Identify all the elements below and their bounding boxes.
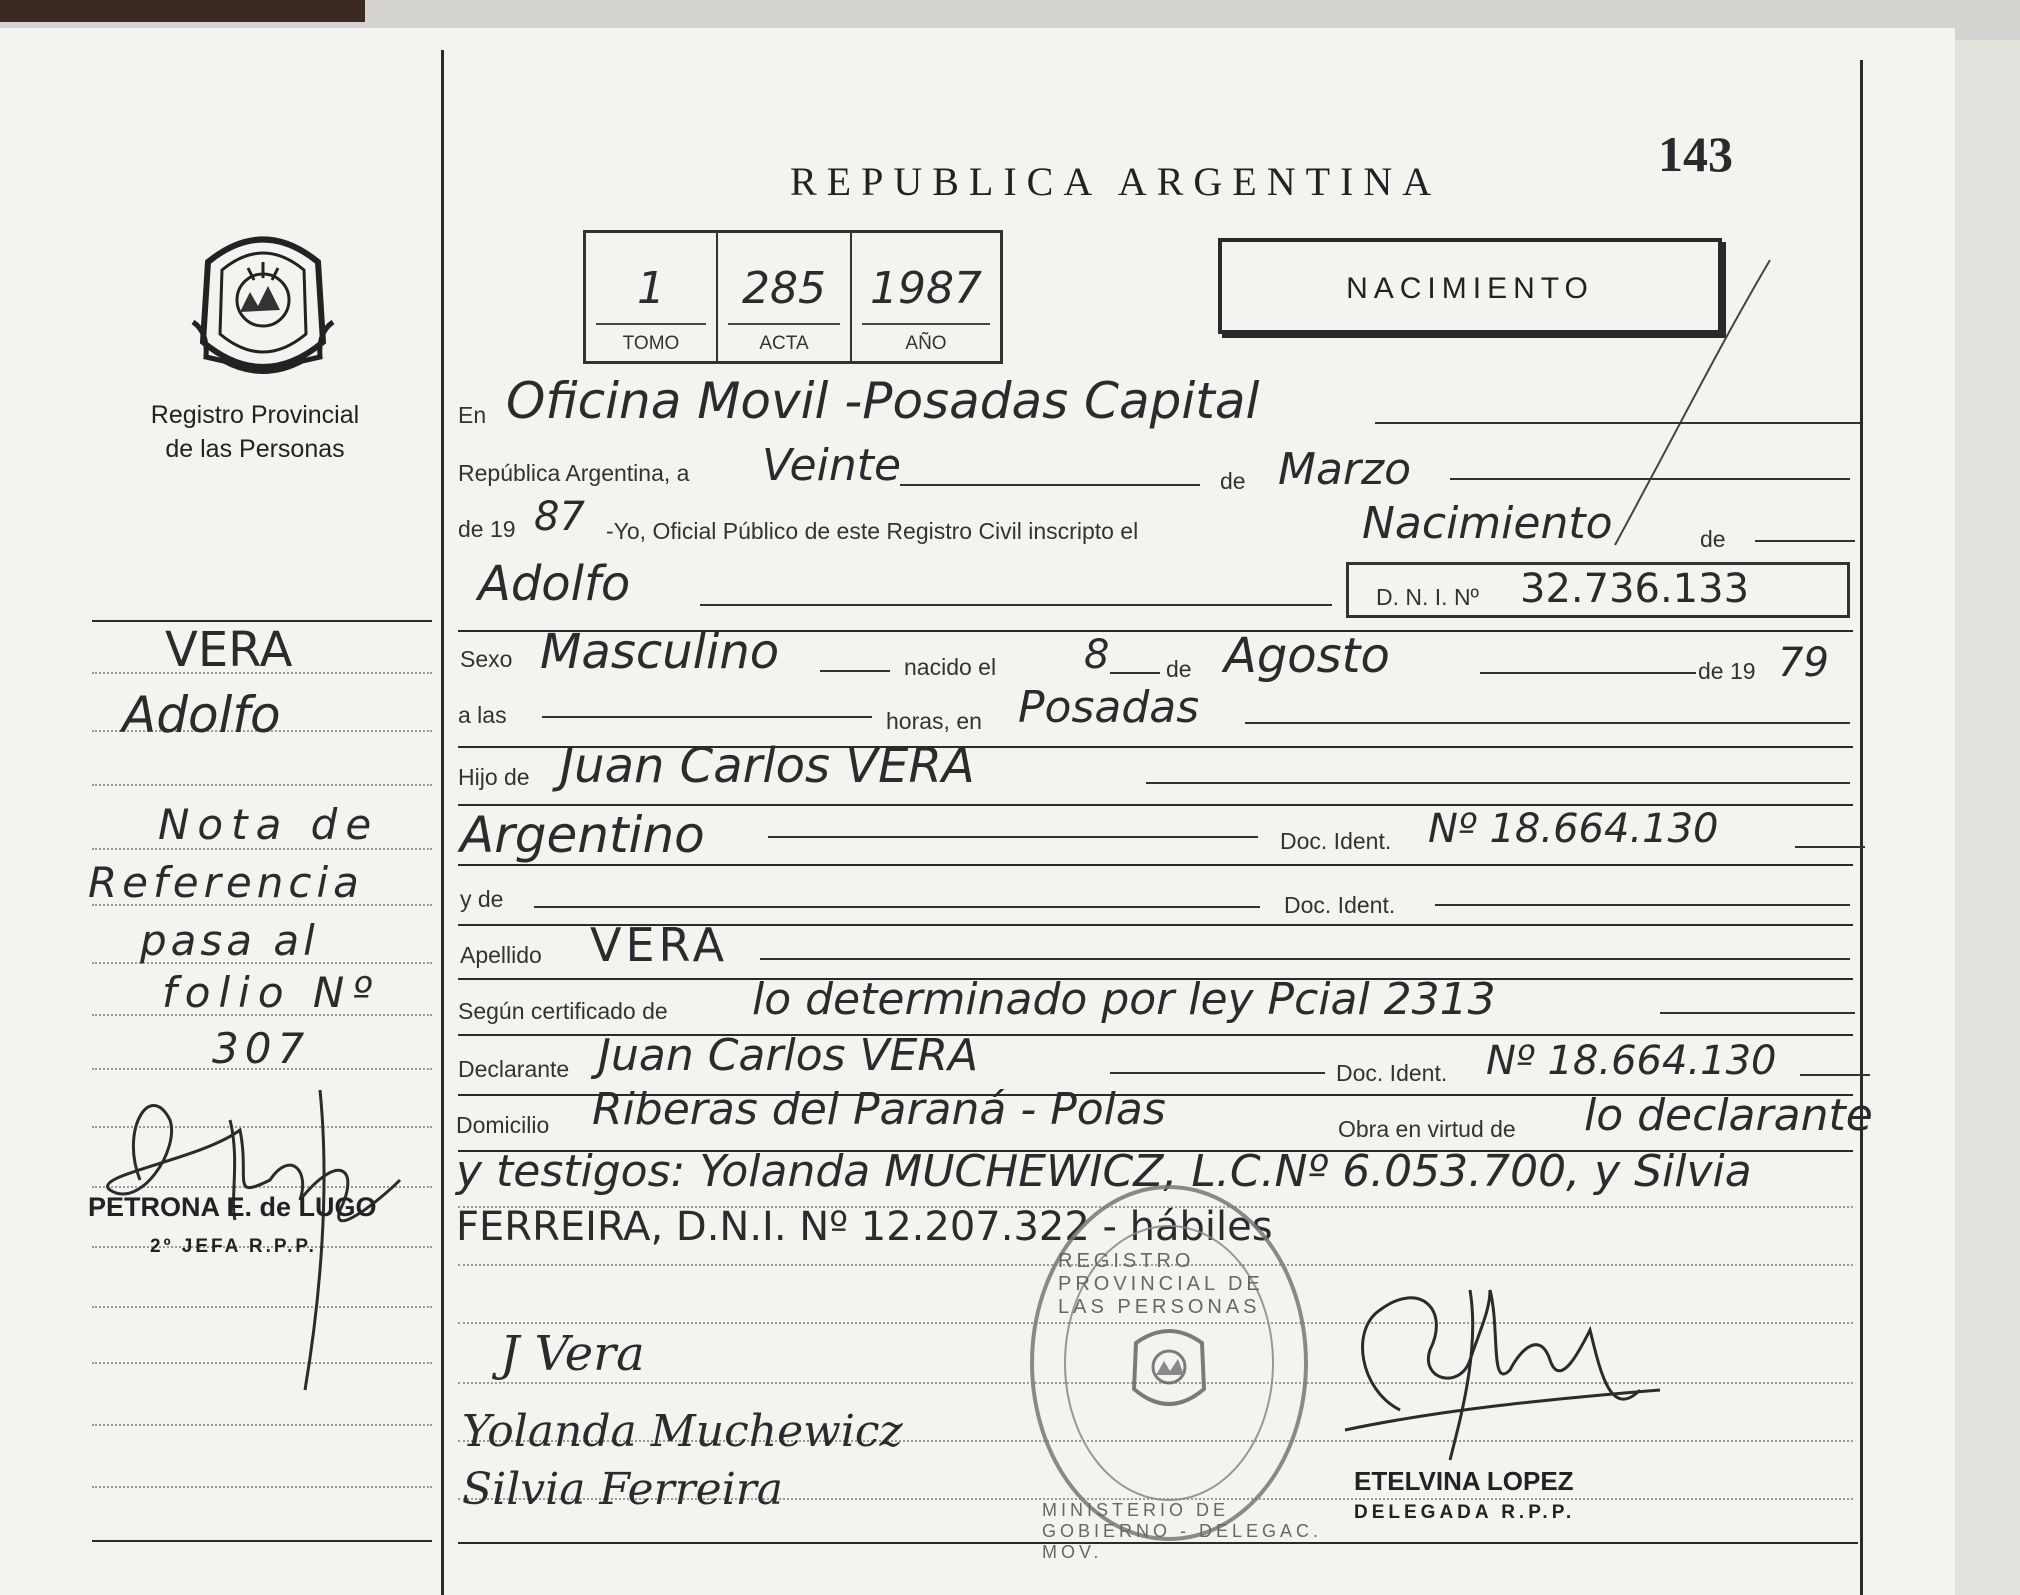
- tomo-cell: [586, 233, 718, 361]
- address-field: Riberas del Paraná - Polas: [592, 1084, 1166, 1135]
- birth-day-field: 8: [1084, 632, 1110, 678]
- registry-line2: de las Personas: [165, 435, 345, 463]
- witness1-signature: Yolanda Muchewicz: [462, 1406, 903, 1457]
- acta-value: 285: [742, 263, 826, 314]
- horas-label: horas, en: [886, 708, 982, 734]
- delegate-name: ETELVINA LOPEZ: [1354, 1466, 1574, 1496]
- delegate-signature: [1340, 1270, 1670, 1470]
- inscribed-field: Nacimiento: [1362, 498, 1613, 549]
- stamp-top-text: REGISTRO PROVINCIAL DE LAS PERSONAS: [1058, 1250, 1264, 1318]
- surname-field: VERA: [590, 918, 729, 972]
- sex-field: Masculino: [540, 624, 780, 680]
- obra-label: Obra en virtud de: [1338, 1116, 1516, 1142]
- name-field: Adolfo: [478, 556, 631, 612]
- father-doc-field: Nº 18.664.130: [1428, 806, 1719, 852]
- record-number-box: [583, 230, 1003, 364]
- delegate-title: DELEGADA R.P.P.: [1354, 1502, 1576, 1523]
- margin-given-name: Adolfo: [122, 686, 281, 744]
- en-label: En: [458, 402, 487, 428]
- domicilio-label: Domicilio: [456, 1112, 550, 1138]
- de-label-2: de: [1700, 526, 1726, 552]
- doc-ident-label-1: Doc. Ident.: [1280, 828, 1392, 854]
- de19b-label: de 19: [1698, 658, 1756, 684]
- birth-year-suffix-field: 79: [1778, 640, 1829, 686]
- page-number: 143: [1658, 126, 1733, 182]
- de-label-3: de: [1166, 656, 1192, 682]
- tomo-value: 1: [637, 263, 665, 314]
- y-de-label: y de: [460, 886, 504, 912]
- document-title: REPUBLICA ARGENTINA: [790, 159, 1442, 204]
- document-type: NACIMIENTO: [1346, 272, 1594, 305]
- margin-note-line4: folio Nº: [162, 968, 381, 1017]
- dni-field: 32.736.133: [1520, 566, 1750, 612]
- page-edge: [1955, 40, 2020, 1595]
- year-suffix-field: 87: [534, 494, 585, 540]
- place-field: Oficina Movil -Posadas Capital: [506, 372, 1260, 430]
- doc-ident-label-3: Doc. Ident.: [1336, 1060, 1448, 1086]
- margin-note-line5: 307: [212, 1024, 311, 1073]
- alas-label: a las: [458, 702, 507, 728]
- apellido-label: Apellido: [460, 942, 542, 968]
- birth-month-field: Agosto: [1224, 628, 1390, 684]
- dni-label: D. N. I. Nº: [1376, 584, 1479, 610]
- registry-line1: Registro Provincial: [150, 401, 360, 429]
- misiones-coat-of-arms-icon: [1128, 1323, 1210, 1411]
- stamp-bottom-text: MINISTERIO DE GOBIERNO - DELEGAC. MOV.: [1042, 1500, 1323, 1562]
- margin-note-line3: pasa al: [140, 916, 319, 965]
- official-stamp: [1030, 1185, 1308, 1541]
- margin-rule-bottom: [92, 1540, 432, 1542]
- certificate-field: lo determinado por ley Pcial 2313: [752, 974, 1496, 1025]
- margin-note-line2: Referencia: [88, 858, 364, 907]
- birth-place-field: Posadas: [1018, 682, 1200, 733]
- hijo-label: Hijo de: [458, 764, 530, 790]
- witnesses-line2: FERREIRA, D.N.I. Nº 12.207.322 - hábiles: [456, 1204, 1273, 1250]
- de19-label: de 19: [458, 516, 516, 542]
- registry-name: [110, 398, 400, 466]
- father-field: Juan Carlos VERA: [560, 738, 975, 794]
- witnesses-line1: y testigos: Yolanda MUCHEWICZ, L.C.Nº 6.053.700, y Silvia: [456, 1146, 1752, 1197]
- acta-cell: [718, 233, 852, 361]
- margin-note-line1: Nota de: [158, 800, 380, 849]
- declarant-doc-field: Nº 18.664.130: [1486, 1038, 1777, 1084]
- diagonal-stroke: [1600, 255, 1780, 555]
- de-label-1: de: [1220, 468, 1246, 494]
- father-nationality-field: Argentino: [460, 806, 705, 864]
- day-words-field: Veinte: [762, 440, 902, 491]
- anio-value: 1987: [870, 263, 982, 314]
- official-signature: [80, 1070, 440, 1400]
- binding-edge: [0, 0, 365, 22]
- republica-label: República Argentina, a: [458, 460, 690, 486]
- declarante-label: Declarante: [458, 1056, 570, 1082]
- official-name: PETRONA E. de LUGO: [88, 1192, 377, 1222]
- anio-cell: [852, 233, 1000, 361]
- basis-field: lo declarante: [1584, 1090, 1873, 1141]
- margin-divider: [441, 50, 444, 1595]
- acta-label: ACTA: [759, 333, 809, 354]
- witness2-signature: Silvia Ferreira: [462, 1464, 784, 1515]
- anio-label: AÑO: [905, 333, 947, 354]
- declarant-signature: J Vera: [500, 1326, 645, 1382]
- doc-ident-label-2: Doc. Ident.: [1284, 892, 1396, 918]
- margin-surname: VERA: [165, 622, 293, 678]
- official-title: 2º JEFA R.P.P.: [150, 1236, 317, 1257]
- right-border: [1860, 60, 1863, 1595]
- sexo-label: Sexo: [460, 646, 513, 672]
- declarant-field: Juan Carlos VERA: [598, 1030, 979, 1081]
- segun-label: Según certificado de: [458, 998, 668, 1024]
- nacido-label: nacido el: [904, 654, 997, 680]
- month-field: Marzo: [1278, 444, 1412, 495]
- provincia-de-misiones-seal-icon: [188, 222, 338, 382]
- oficial-text: -Yo, Oficial Público de este Registro Civil inscripto el: [606, 518, 1139, 544]
- tomo-label: TOMO: [622, 333, 680, 354]
